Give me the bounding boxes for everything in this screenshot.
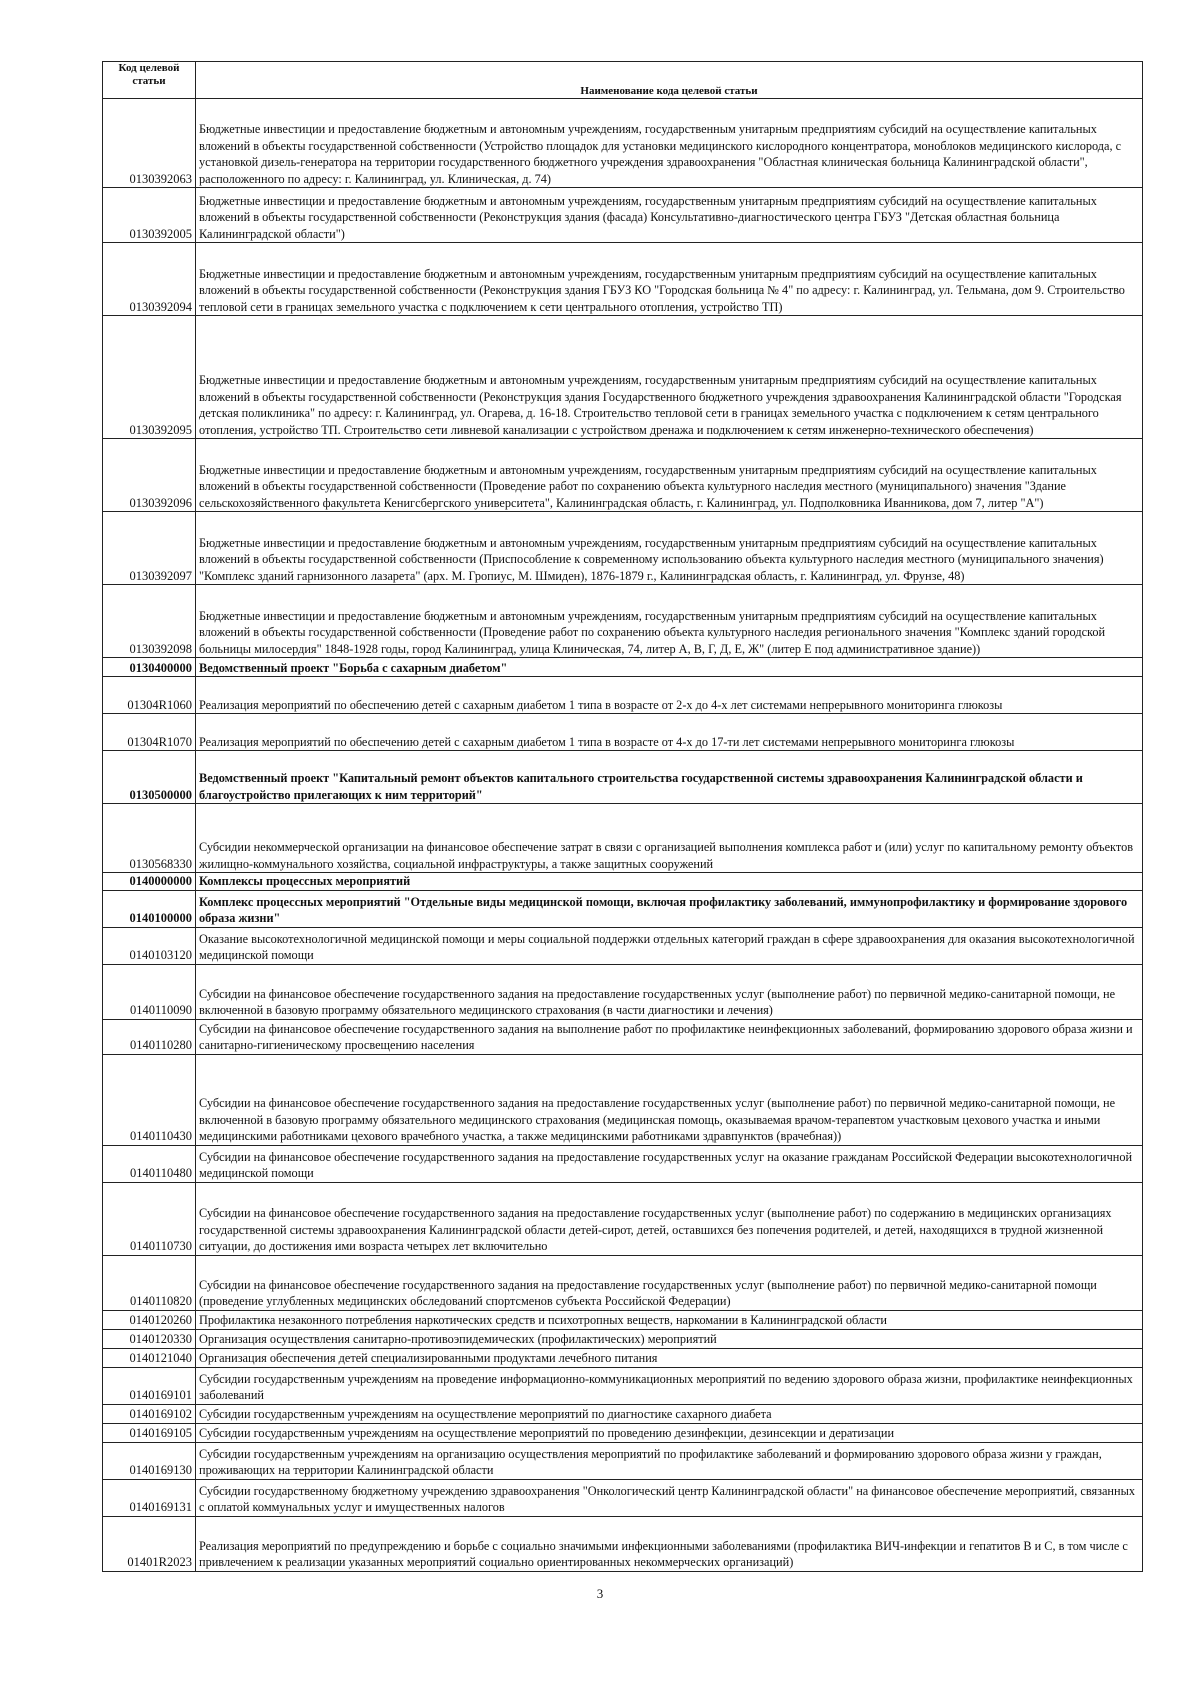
table-row (103, 585, 1143, 658)
table-row (103, 1423, 1143, 1442)
table-row (103, 316, 1143, 439)
table-row (103, 1479, 1143, 1516)
table-row (103, 890, 1143, 927)
table-row (103, 1442, 1143, 1479)
table-row (103, 1348, 1143, 1367)
row-name: Бюджетные инвестиции и предоставление бюджетным и автономным учреждениям, государственным унитарным предприятиям субсидий на осуществление капитальных вложений в объекты государственной собственности (Реконструкция здания (фасада) Консультативно-диагностического центра ГБУЗ "Детская областная больница Калининградской области") (196, 188, 1143, 243)
row-code: 0140110430 (103, 1054, 196, 1145)
row-name: Субсидии государственным учреждениям на организацию осуществления мероприятий по профилактике заболеваний и формированию здорового образа жизни у граждан, проживающих на территории Калининградской области (196, 1442, 1143, 1479)
row-name: Субсидии государственным учреждениям на осуществление мероприятий по диагностике сахарного диабета (196, 1404, 1143, 1423)
row-code: 0140169102 (103, 1404, 196, 1423)
table-row (103, 751, 1143, 804)
row-name: Бюджетные инвестиции и предоставление бюджетным и автономным учреждениям, государственным унитарным предприятиям субсидий на осуществление капитальных вложений в объекты государственной собственности (Проведение работ по сохранению объекта культурного наследия регионального значения "Комплекс зданий городской больницы милосердия" 1848-1928 годы, город Калининград, улица Клиническая, 74, литер А, В, Г, Д, Е, Ж" (литер Е под административное здание)) (196, 585, 1143, 658)
row-code: 0130500000 (103, 751, 196, 804)
row-code: 0140110820 (103, 1255, 196, 1310)
table-row (103, 677, 1143, 714)
row-name: Субсидии на финансовое обеспечение государственного задания на предоставление государственных услуг на оказание гражданам Российской Федерации высокотехнологичной медицинской помощи (196, 1145, 1143, 1182)
row-name: Бюджетные инвестиции и предоставление бюджетным и автономным учреждениям, государственным унитарным предприятиям субсидий на осуществление капитальных вложений в объекты государственной собственности (Устройство площадок для установки медицинского кислородного концентратора, моноблоков медицинского кислорода, с установкой дизель-генератора на территории государственного бюджетного учреждения здравоохранения "Областная клиническая больница Калининградской области", расположенного по адресу: г. Калининград, ул. Клиническая, д. 74) (196, 99, 1143, 188)
row-name: Бюджетные инвестиции и предоставление бюджетным и автономным учреждениям, государственным унитарным предприятиям субсидий на осуществление капитальных вложений в объекты государственной собственности (Проведение работ по сохранению объекта культурного наследия местного (муниципального) значения "Здание сельскохозяйственного факультета Кенигсбергского университета", Калининградская область, г. Калининград, ул. Подполковника Иванникова, дом 7, литер "А") (196, 439, 1143, 512)
table-row (103, 804, 1143, 873)
row-name: Реализация мероприятий по предупреждению и борьбе с социально значимыми инфекционными заболеваниями (профилактика ВИЧ-инфекции и гепатитов В и С, в том числе с привлечением к реализации указанных мероприятий социально ориентированных некоммерческих организаций) (196, 1516, 1143, 1571)
table-row (103, 1367, 1143, 1404)
row-code: 0130392097 (103, 512, 196, 585)
table-row (103, 188, 1143, 243)
row-code: 0140169131 (103, 1479, 196, 1516)
row-code: 0140100000 (103, 890, 196, 927)
row-name: Бюджетные инвестиции и предоставление бюджетным и автономным учреждениям, государственным унитарным предприятиям субсидий на осуществление капитальных вложений в объекты государственной собственности (Реконструкция здания Государственного бюджетного учреждения здравоохранения Калининградской области "Городская детская поликлиника" по адресу: г. Калининград, ул. Огарева, д. 16-18. Строительство тепловой сети в границах земельного участка с подключением к сетям центрального отопления, устройство ТП. Строительство сети ливневой канализации с устройством дренажа и подключением к сетям инженерно-технического обеспечения) (196, 316, 1143, 439)
row-code: 0140120260 (103, 1310, 196, 1329)
row-name: Субсидии государственным учреждениям на осуществление мероприятий по проведению дезинфекции, дезинсекции и дератизации (196, 1423, 1143, 1442)
row-code: 0130392094 (103, 243, 196, 316)
header-name: Наименование кода целевой статьи (196, 62, 1143, 99)
table-body (103, 99, 1143, 1572)
row-name: Субсидии государственному бюджетному учреждению здравоохранения "Онкологический центр Калининградской области" на финансовое обеспечение мероприятий, связанных с оплатой коммунальных услуг и имущественных налогов (196, 1479, 1143, 1516)
table-row (103, 658, 1143, 677)
row-name: Реализация мероприятий по обеспечению детей с сахарным диабетом 1 типа в возрасте от 4-х до 17-ти лет системами непрерывного мониторинга глюкозы (196, 714, 1143, 751)
table-row (103, 1404, 1143, 1423)
row-name: Оказание высокотехнологичной медицинской помощи и меры социальной поддержки отдельных категорий граждан в сфере здравоохранения для оказания высокотехнологичной медицинской помощи (196, 927, 1143, 964)
table-row (103, 1329, 1143, 1348)
table-row (103, 512, 1143, 585)
row-name: Субсидии на финансовое обеспечение государственного задания на предоставление государственных услуг (выполнение работ) по содержанию в медицинских организациях государственной системы здравоохранения Калининградской области детей-сирот, детей, оставшихся без попечения родителей, и детей, находящихся в трудной жизненной ситуации, до достижения ими возраста четырех лет включительно (196, 1182, 1143, 1255)
table-row (103, 714, 1143, 751)
row-name: Реализация мероприятий по обеспечению детей с сахарным диабетом 1 типа в возрасте от 2-х до 4-х лет системами непрерывного мониторинга глюкозы (196, 677, 1143, 714)
row-code: 01304R1060 (103, 677, 196, 714)
row-code: 0130392098 (103, 585, 196, 658)
table-row (103, 1019, 1143, 1054)
row-name: Субсидии на финансовое обеспечение государственного задания на предоставление государственных услуг (выполнение работ) по первичной медико-санитарной помощи (проведение углубленных медицинских обследований спортсменов субъекта Российской Федерации) (196, 1255, 1143, 1310)
row-code: 0140169105 (103, 1423, 196, 1442)
table-row (103, 1255, 1143, 1310)
row-code: 0140103120 (103, 927, 196, 964)
row-name: Бюджетные инвестиции и предоставление бюджетным и автономным учреждениям, государственным унитарным предприятиям субсидий на осуществление капитальных вложений в объекты государственной собственности (Реконструкция здания ГБУЗ КО "Городская больница № 4" по адресу: г. Калининград, ул. Тельмана, дом 9. Строительство тепловой сети в границах земельного участка с подключением к сети центрального отопления, устройство ТП) (196, 243, 1143, 316)
header-code: Код целевой статьи (103, 62, 196, 99)
table-row (103, 99, 1143, 188)
row-name: Профилактика незаконного потребления наркотических средств и психотропных веществ, наркомании в Калининградской области (196, 1310, 1143, 1329)
row-code: 0140000000 (103, 873, 196, 891)
row-name: Субсидии государственным учреждениям на проведение информационно-коммуникационных мероприятий по ведению здорового образа жизни, профилактике неинфекционных заболеваний (196, 1367, 1143, 1404)
table-row (103, 1516, 1143, 1571)
table-row (103, 927, 1143, 964)
row-name: Субсидии на финансовое обеспечение государственного задания на предоставление государственных услуг (выполнение работ) по первичной медико-санитарной помощи, не включенной в базовую программу обязательного медицинского страхования (в части диагностики и лечения) (196, 964, 1143, 1019)
target-codes-table (102, 61, 1143, 1572)
row-name: Комплекс процессных мероприятий "Отдельные виды медицинской помощи, включая профилактику заболеваний, иммунопрофилактику и формирование здорового образа жизни" (196, 890, 1143, 927)
row-code: 0130392096 (103, 439, 196, 512)
row-name: Субсидии на финансовое обеспечение государственного задания на предоставление государственных услуг (выполнение работ) по первичной медико-санитарной помощи, не включенной в базовую программу обязательного медицинского страхования (медицинская помощь, оказываемая врачом-терапевтом участковым цехового участка и иными медицинскими работниками цехового врачебного участка, а также медицинскими работниками здравпунктов (врачебная)) (196, 1054, 1143, 1145)
table-row (103, 873, 1143, 891)
row-name: Организация обеспечения детей специализированными продуктами лечебного питания (196, 1348, 1143, 1367)
table-row (103, 1182, 1143, 1255)
row-code: 0130392095 (103, 316, 196, 439)
row-code: 0140120330 (103, 1329, 196, 1348)
row-code: 0130392005 (103, 188, 196, 243)
table-row (103, 243, 1143, 316)
row-code: 0140169130 (103, 1442, 196, 1479)
row-code: 0130392063 (103, 99, 196, 188)
page-number: 3 (596, 1586, 604, 1601)
row-code: 0140169101 (103, 1367, 196, 1404)
row-name: Ведомственный проект "Борьба с сахарным диабетом" (196, 658, 1143, 677)
row-code: 0130568330 (103, 804, 196, 873)
row-name: Ведомственный проект "Капитальный ремонт объектов капитального строительства государственной системы здравоохранения Калининградской области и благоустройство прилегающих к ним территорий" (196, 751, 1143, 804)
table-row (103, 1310, 1143, 1329)
table-header-row (103, 62, 1143, 99)
row-name: Комплексы процессных мероприятий (196, 873, 1143, 891)
row-name: Бюджетные инвестиции и предоставление бюджетным и автономным учреждениям, государственным унитарным предприятиям субсидий на осуществление капитальных вложений в объекты государственной собственности (Приспособление к современному использованию объекта культурного наследия местного (муниципального значения) "Комплекс зданий гарнизонного лазарета" (арх. М. Гропиус, М. Шмиден), 1876-1879 г., Калининградская область, г. Калининград, ул. Фрунзе, 48) (196, 512, 1143, 585)
row-name: Субсидии на финансовое обеспечение государственного задания на выполнение работ по профилактике неинфекционных заболеваний, формированию здорового образа жизни и санитарно-гигиеническому просвещению населения (196, 1019, 1143, 1054)
table-row (103, 439, 1143, 512)
row-code: 0140110090 (103, 964, 196, 1019)
row-code: 0140110480 (103, 1145, 196, 1182)
row-name: Организация осуществления санитарно-противоэпидемических (профилактических) мероприятий (196, 1329, 1143, 1348)
row-code: 01401R2023 (103, 1516, 196, 1571)
row-code: 01304R1070 (103, 714, 196, 751)
row-name: Субсидии некоммерческой организации на финансовое обеспечение затрат в связи с организацией выполнения комплекса работ и (или) услуг по капитальному ремонту объектов жилищно-коммунального хозяйства, социальной инфраструктуры, а также защитных сооружений (196, 804, 1143, 873)
table-row (103, 964, 1143, 1019)
row-code: 0140110730 (103, 1182, 196, 1255)
row-code: 0140110280 (103, 1019, 196, 1054)
table-row (103, 1054, 1143, 1145)
row-code: 0130400000 (103, 658, 196, 677)
row-code: 0140121040 (103, 1348, 196, 1367)
table-row (103, 1145, 1143, 1182)
